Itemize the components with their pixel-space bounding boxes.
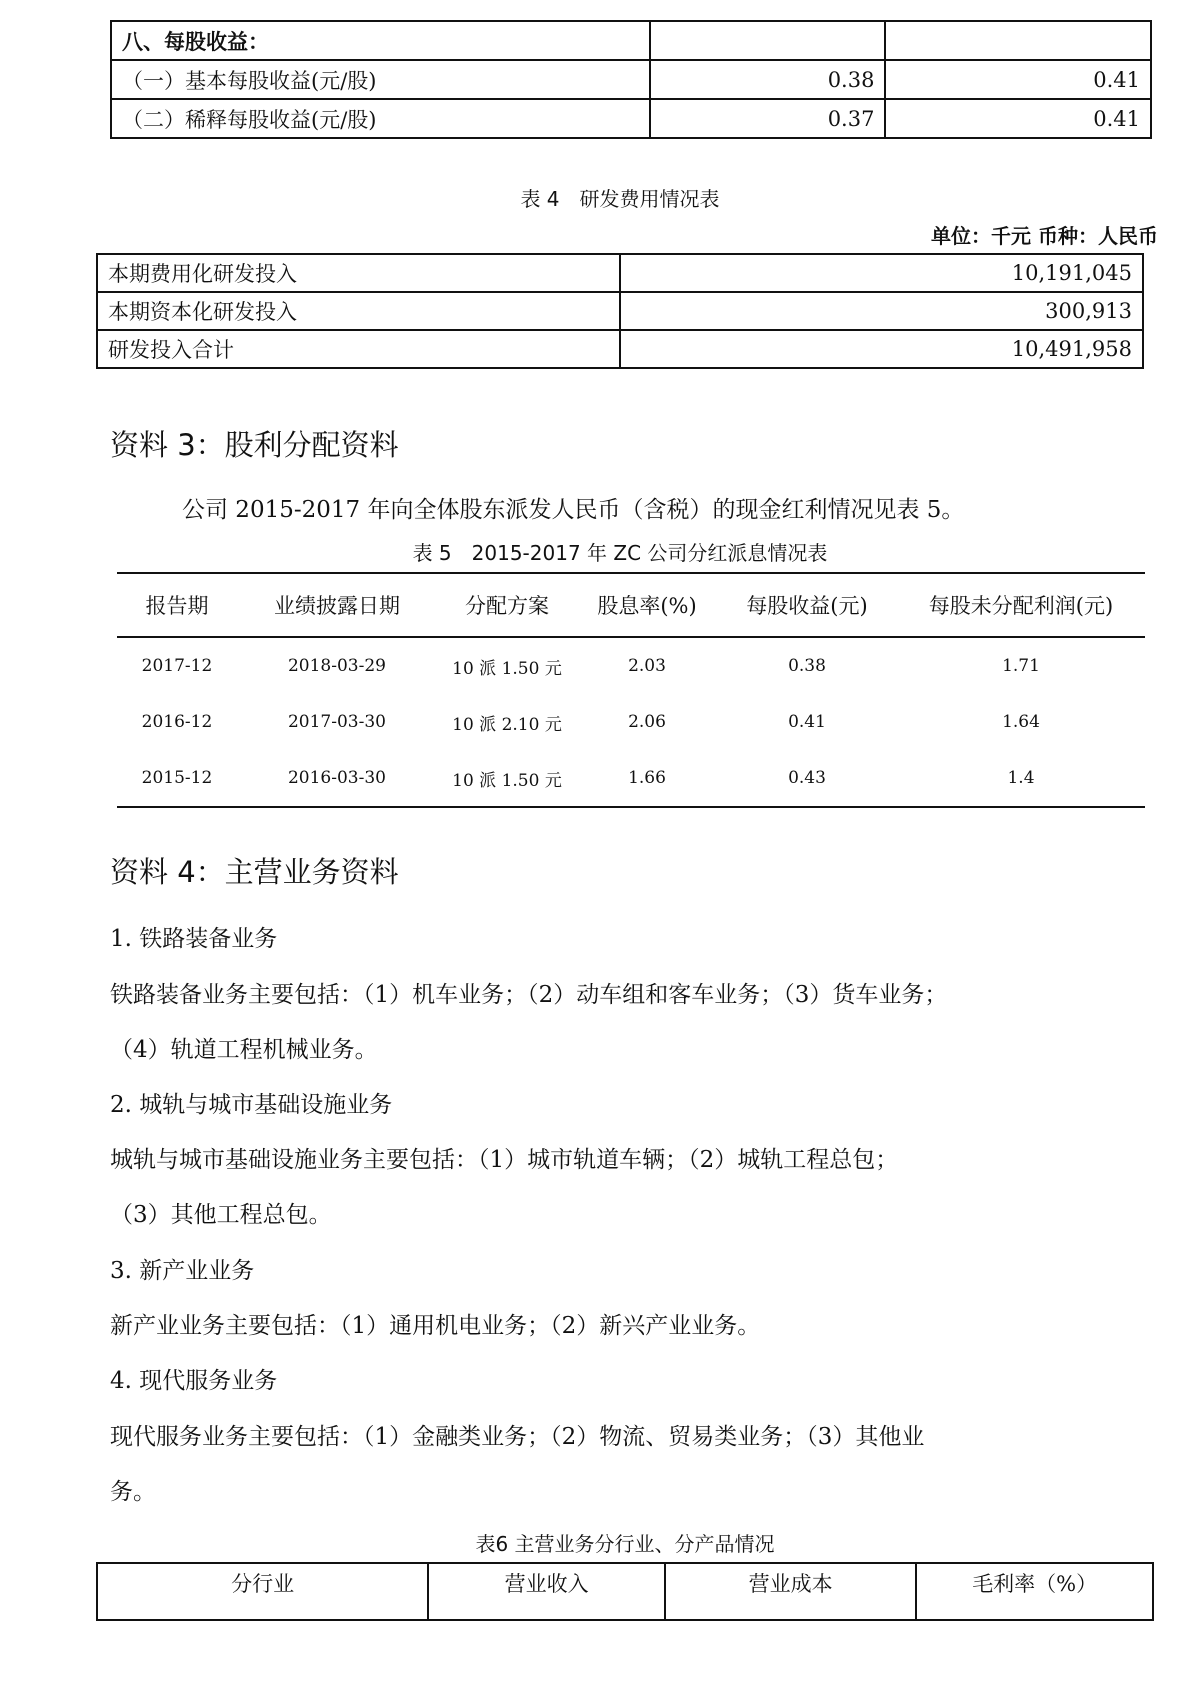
rd-row-label: 研发投入合计 <box>97 330 620 368</box>
column-header: 营业成本 <box>665 1563 917 1620</box>
item-heading: 2. 城轨与城市基础设施业务 <box>110 1092 393 1118</box>
section3-intro: 公司 2015-2017 年向全体股东派发人民币（含税）的现金红利情况见表 5。 <box>182 497 965 523</box>
column-header: 报告期 <box>117 573 237 637</box>
table5-caption: 表 5 2015-2017 年 ZC 公司分红派息情况表 <box>412 541 828 565</box>
table-row <box>97 330 1143 368</box>
table-row <box>117 637 1145 694</box>
table-cell: 2016-12 <box>141 712 213 732</box>
item-body: 城轨与城市基础设施业务主要包括：（1）城市轨道车辆；（2）城轨工程总包； <box>110 1147 899 1173</box>
table-header-row <box>97 1563 1153 1620</box>
item-heading: 4. 现代服务业务 <box>110 1368 278 1394</box>
table-cell: 1.4 <box>1007 768 1035 788</box>
table-row <box>111 21 1151 60</box>
table-cell: 1.66 <box>628 768 666 788</box>
table4-caption: 表 4 研发费用情况表 <box>520 187 720 211</box>
table-cell: 2016-03-30 <box>287 768 386 788</box>
eps-heading: 八、每股收益： <box>111 21 650 60</box>
table-cell: 0.41 <box>788 712 826 732</box>
table-cell: 0.43 <box>788 768 826 788</box>
table-row <box>111 60 1151 99</box>
table-row <box>111 99 1151 138</box>
eps-row-label: （二）稀释每股收益(元/股) <box>111 99 650 138</box>
item-body: 务。 <box>110 1479 156 1505</box>
column-header: 分配方案 <box>437 573 577 637</box>
table-cell: 1.64 <box>1002 712 1040 732</box>
item-body: （4）轨道工程机械业务。 <box>110 1037 378 1063</box>
rd-row-value: 300,913 <box>620 292 1143 330</box>
eps-row-value: 0.38 <box>650 60 886 99</box>
table-cell: 10 派 2.10 元 <box>452 714 562 735</box>
column-header: 每股未分配利润(元) <box>897 573 1145 637</box>
table4-unit: 单位：千元 币种：人民币 <box>931 224 1158 248</box>
dividend-table <box>117 572 1145 808</box>
item-body: 现代服务业务主要包括：（1）金融类业务；（2）物流、贸易类业务；（3）其他业 <box>110 1424 925 1450</box>
table-cell: 10 派 1.50 元 <box>452 658 562 679</box>
item-body: 铁路装备业务主要包括：（1）机车业务；（2）动车组和客车业务；（3）货车业务； <box>110 982 948 1008</box>
main-business-table <box>96 1562 1154 1621</box>
rd-row-value: 10,491,958 <box>620 330 1143 368</box>
eps-row-value: 0.37 <box>650 99 886 138</box>
column-header: 营业收入 <box>428 1563 665 1620</box>
table6-caption: 表6 主营业务分行业、分产品情况 <box>475 1532 775 1556</box>
item-body: （3）其他工程总包。 <box>110 1202 332 1228</box>
item-body: 新产业业务主要包括：（1）通用机电业务；（2）新兴产业业务。 <box>110 1313 761 1339</box>
section4-title: 资料 4：主营业务资料 <box>110 855 399 889</box>
table-cell: 2018-03-29 <box>287 656 386 676</box>
table-cell: 2.06 <box>628 712 666 732</box>
item-heading: 3. 新产业业务 <box>110 1258 255 1284</box>
table-row <box>117 750 1145 807</box>
item-heading: 1. 铁路装备业务 <box>110 926 278 952</box>
table-cell: 1.71 <box>1002 656 1040 676</box>
table-cell: 2015-12 <box>141 768 213 788</box>
eps-row-value: 0.41 <box>885 60 1151 99</box>
column-header: 每股收益(元) <box>717 573 897 637</box>
table-cell: 0.38 <box>788 656 826 676</box>
section3-title: 资料 3：股利分配资料 <box>110 428 399 462</box>
column-header: 股息率(%) <box>577 573 717 637</box>
column-header: 分行业 <box>97 1563 428 1620</box>
column-header: 毛利率（%） <box>916 1563 1153 1620</box>
table-cell: 2017-12 <box>141 656 213 676</box>
rd-expense-table <box>96 253 1144 369</box>
table-cell: 2.03 <box>628 656 666 676</box>
table-cell: 2017-03-30 <box>287 712 386 732</box>
eps-table <box>110 20 1152 139</box>
column-header: 业绩披露日期 <box>237 573 437 637</box>
table-cell: 10 派 1.50 元 <box>452 770 562 791</box>
table-row <box>97 292 1143 330</box>
eps-row-value: 0.41 <box>885 99 1151 138</box>
rd-row-label: 本期资本化研发投入 <box>97 292 620 330</box>
eps-row-label: （一）基本每股收益(元/股) <box>111 60 650 99</box>
rd-row-label: 本期费用化研发投入 <box>97 254 620 292</box>
table-header-row <box>117 573 1145 637</box>
rd-row-value: 10,191,045 <box>620 254 1143 292</box>
table-row <box>97 254 1143 292</box>
table-row <box>117 694 1145 750</box>
